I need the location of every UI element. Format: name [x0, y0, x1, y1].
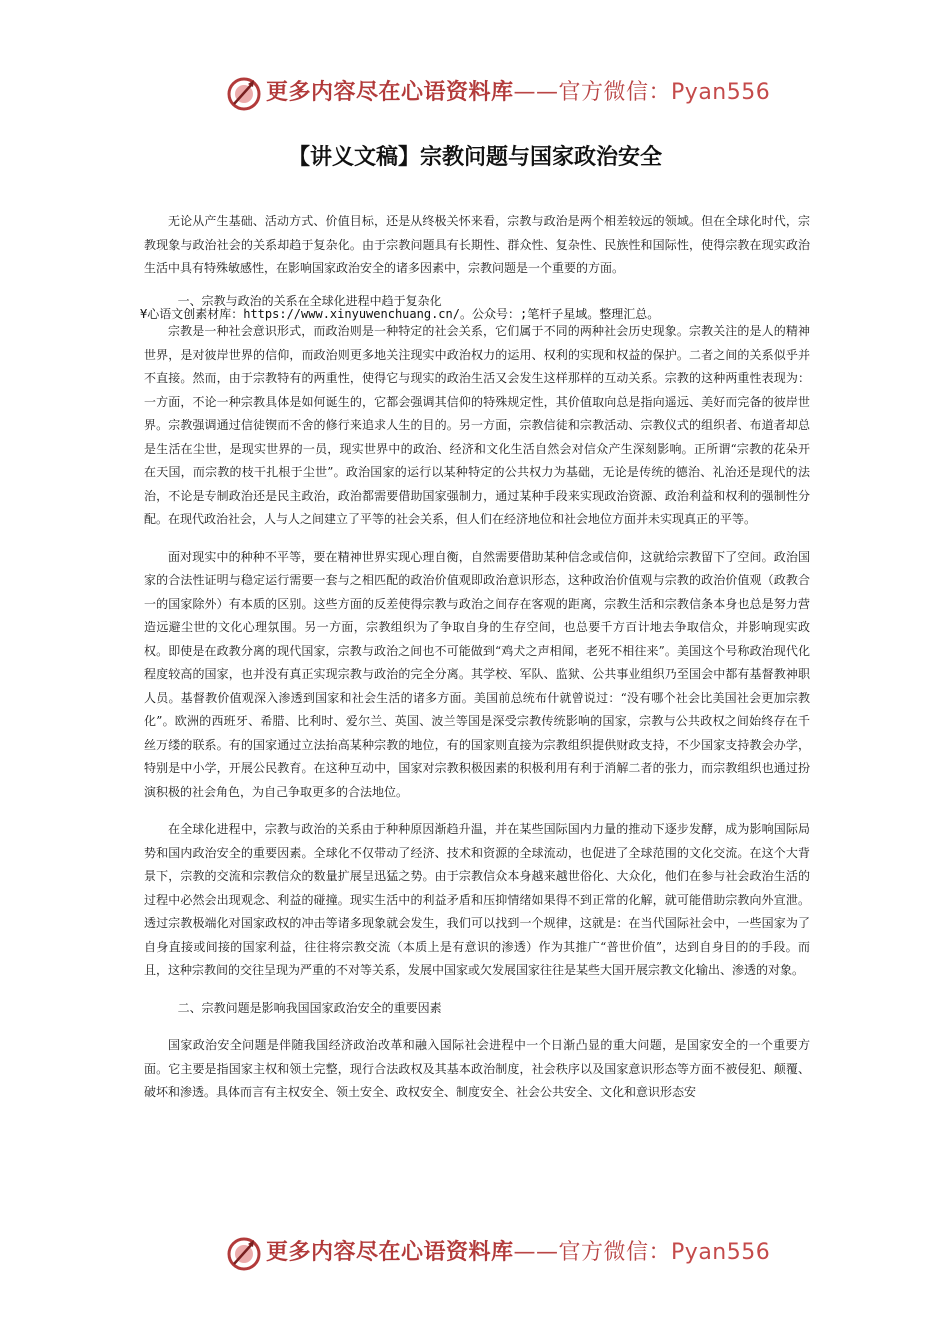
brand-logo-icon	[226, 76, 262, 112]
banner-text: 更多内容尽在心语资料库——官方微信：Pyan556	[266, 1240, 771, 1265]
paragraph-3: 面对现实中的种种不平等，要在精神世界实现心理自衡，自然需要借助某种信念或信仰，这就给宗教留下了空间。政治国家的合法性证明与稳定运行需要一套与之相匹配的政治价值观即政治意识形态，这种政治价值观与宗教的政治价值观（政教合一的国家除外）有本质的区别。这些方面的反差使得宗教与政治之间存在客观的距离，宗教生活和宗教信条本身也总是努力营造远避尘世的文化心理氛围。另一方面，宗教组织为了争取自身的生存空间，也总要千方百计地去争取信众，并影响现实政权。即使是在政教分离的现代国家，宗教与政治之间也不可能做到“鸡犬之声相闻，老死不相往来”。美国这个号称政治现代化程度较高的国家，也并没有真正实现宗教与政治的完全分离。其学校、军队、监狱、公共事业组织乃至国会中都有基督教神职人员。基督教价值观深入渗透到国家和社会生活的诸多方面。美国前总统布什就曾说过：“没有哪个社会比美国社会更加宗教化”。欧洲的西班牙、希腊、比利时、爱尔兰、英国、波兰等国是深受宗教传统影响的国家，宗教与公共政权之间始终存在千丝万缕的联系。有的国家通过立法抬高某种宗教的地位，有的国家则直接为宗教组织提供财政支持，不少国家支持教会办学，特别是中小学，开展公民教育。在这种互动中，国家对宗教积极因素的积极利用有利于消解二者的张力，而宗教组织也通过扮演积极的社会角色，为自己争取更多的合法地位。	[144, 549, 810, 799]
top-banner	[0, 72, 950, 116]
paragraph-5: 国家政治安全问题是伴随我国经济政治改革和融入国际社会进程中一个日渐凸显的重大问题，是国家安全的一个重要方面。它主要是指国家主权和领土完整，现行合法政权及其基本政治制度，社会秩序以及国家意识形态等方面不被侵犯、颠覆、破坏和渗透。具体而言有主权安全、领土安全、政权安全、制度安全、社会公共安全、文化和意识形态安	[144, 1038, 810, 1099]
paragraph-1: 无论从产生基础、活动方式、价值目标，还是从终极关怀来看，宗教与政治是两个相差较远的领域。但在全球化时代，宗教现象与政治社会的关系却趋于复杂化。由于宗教问题具有长期性、群众性、复杂性、民族性和国际性，使得宗教在现实政治生活中具有特殊敏感性，在影响国家政治安全的诸多因素中，宗教问题是一个重要的方面。	[144, 214, 810, 275]
bottom-banner	[0, 1232, 950, 1276]
banner-text: 更多内容尽在心语资料库——官方微信：Pyan556	[266, 80, 771, 105]
section-intro	[144, 210, 810, 281]
brand-logo-icon	[226, 1236, 262, 1272]
document-title: 【讲义文稿】宗教问题与国家政治安全	[287, 145, 662, 170]
watermark-line: ¥心语文创素材库：https://www.xinyuwenchuang.cn/。公众号：;笔杆子星域。整理汇总。	[140, 307, 660, 321]
paragraph-4: 在全球化进程中，宗教与政治的关系由于种种原因渐趋升温，并在某些国际国内力量的推动下逐步发酵，成为影响国际局势和国内政治安全的重要因素。全球化不仅带动了经济、技术和资源的全球流动，也促进了全球范围的文化交流。在这个大背景下，宗教的交流和宗教信众的数量扩展呈迅猛之势。由于宗教信众本身越来越世俗化、大众化，他们在参与社会政治生活的过程中必然会出现观念、利益的碰撞。现实生活中的利益矛盾和压抑情绪如果得不到正常的化解，就可能借助宗教向外宣泄。透过宗教极端化对国家政权的冲击等诸多现象就会发生，我们可以找到一个规律，这就是：在当代国际社会中，一些国家为了自身直接或间接的国家利益，往往将宗教交流（本质上是有意识的渗透）作为其推广“普世价值”，达到自身目的的手段。而且，这种宗教间的交往呈现为严重的不对等关系，发展中国家或欠发展国家往往是某些大国开展宗教文化输出、渗透的对象。	[144, 822, 810, 977]
heading-1: 一、宗教与政治的关系在全球化进程中趋于复杂化	[177, 294, 442, 308]
paragraph-2: 宗教是一种社会意识形式，而政治则是一种特定的社会关系，它们属于不同的两种社会历史现象。宗教关注的是人的精神世界，是对彼岸世界的信仰，而政治则更多地关注现实中政治权力的运用、权利的实现和权益的保护。二者之间的关系似乎并不直接。然而，由于宗教特有的两重性，使得它与现实的政治生活又会发生这样那样的互动关系。宗教的这种两重性表现为：一方面，不论一种宗教具体是如何诞生的，它都会强调其信仰的特殊规定性，其价值取向总是指向遥远、美好而完备的彼岸世界。宗教强调通过信徒锲而不舍的修行来追求人生的目的。另一方面，宗教信徒和宗教活动、宗教仪式的组织者、布道者却总是生活在尘世，是现实世界的一员，现实世界中的政治、经济和文化生活自然会对信众产生深刻影响。正所谓“宗教的花朵开在天国，而宗教的枝干扎根于尘世”。政治国家的运行以某种特定的公共权力为基础，无论是传统的德治、礼治还是现代的法治，不论是专制政治还是民主政治，政治都需要借助国家强制力，通过某种手段来实现政治资源、政治利益和权利的强制性分配。在现代政治社会，人与人之间建立了平等的社会关系，但人们在经济地位和社会地位方面并未实现真正的平等。	[144, 324, 810, 526]
section-one-body	[144, 320, 810, 1105]
heading-2: 二、宗教问题是影响我国国家政治安全的重要因素	[177, 1000, 442, 1015]
